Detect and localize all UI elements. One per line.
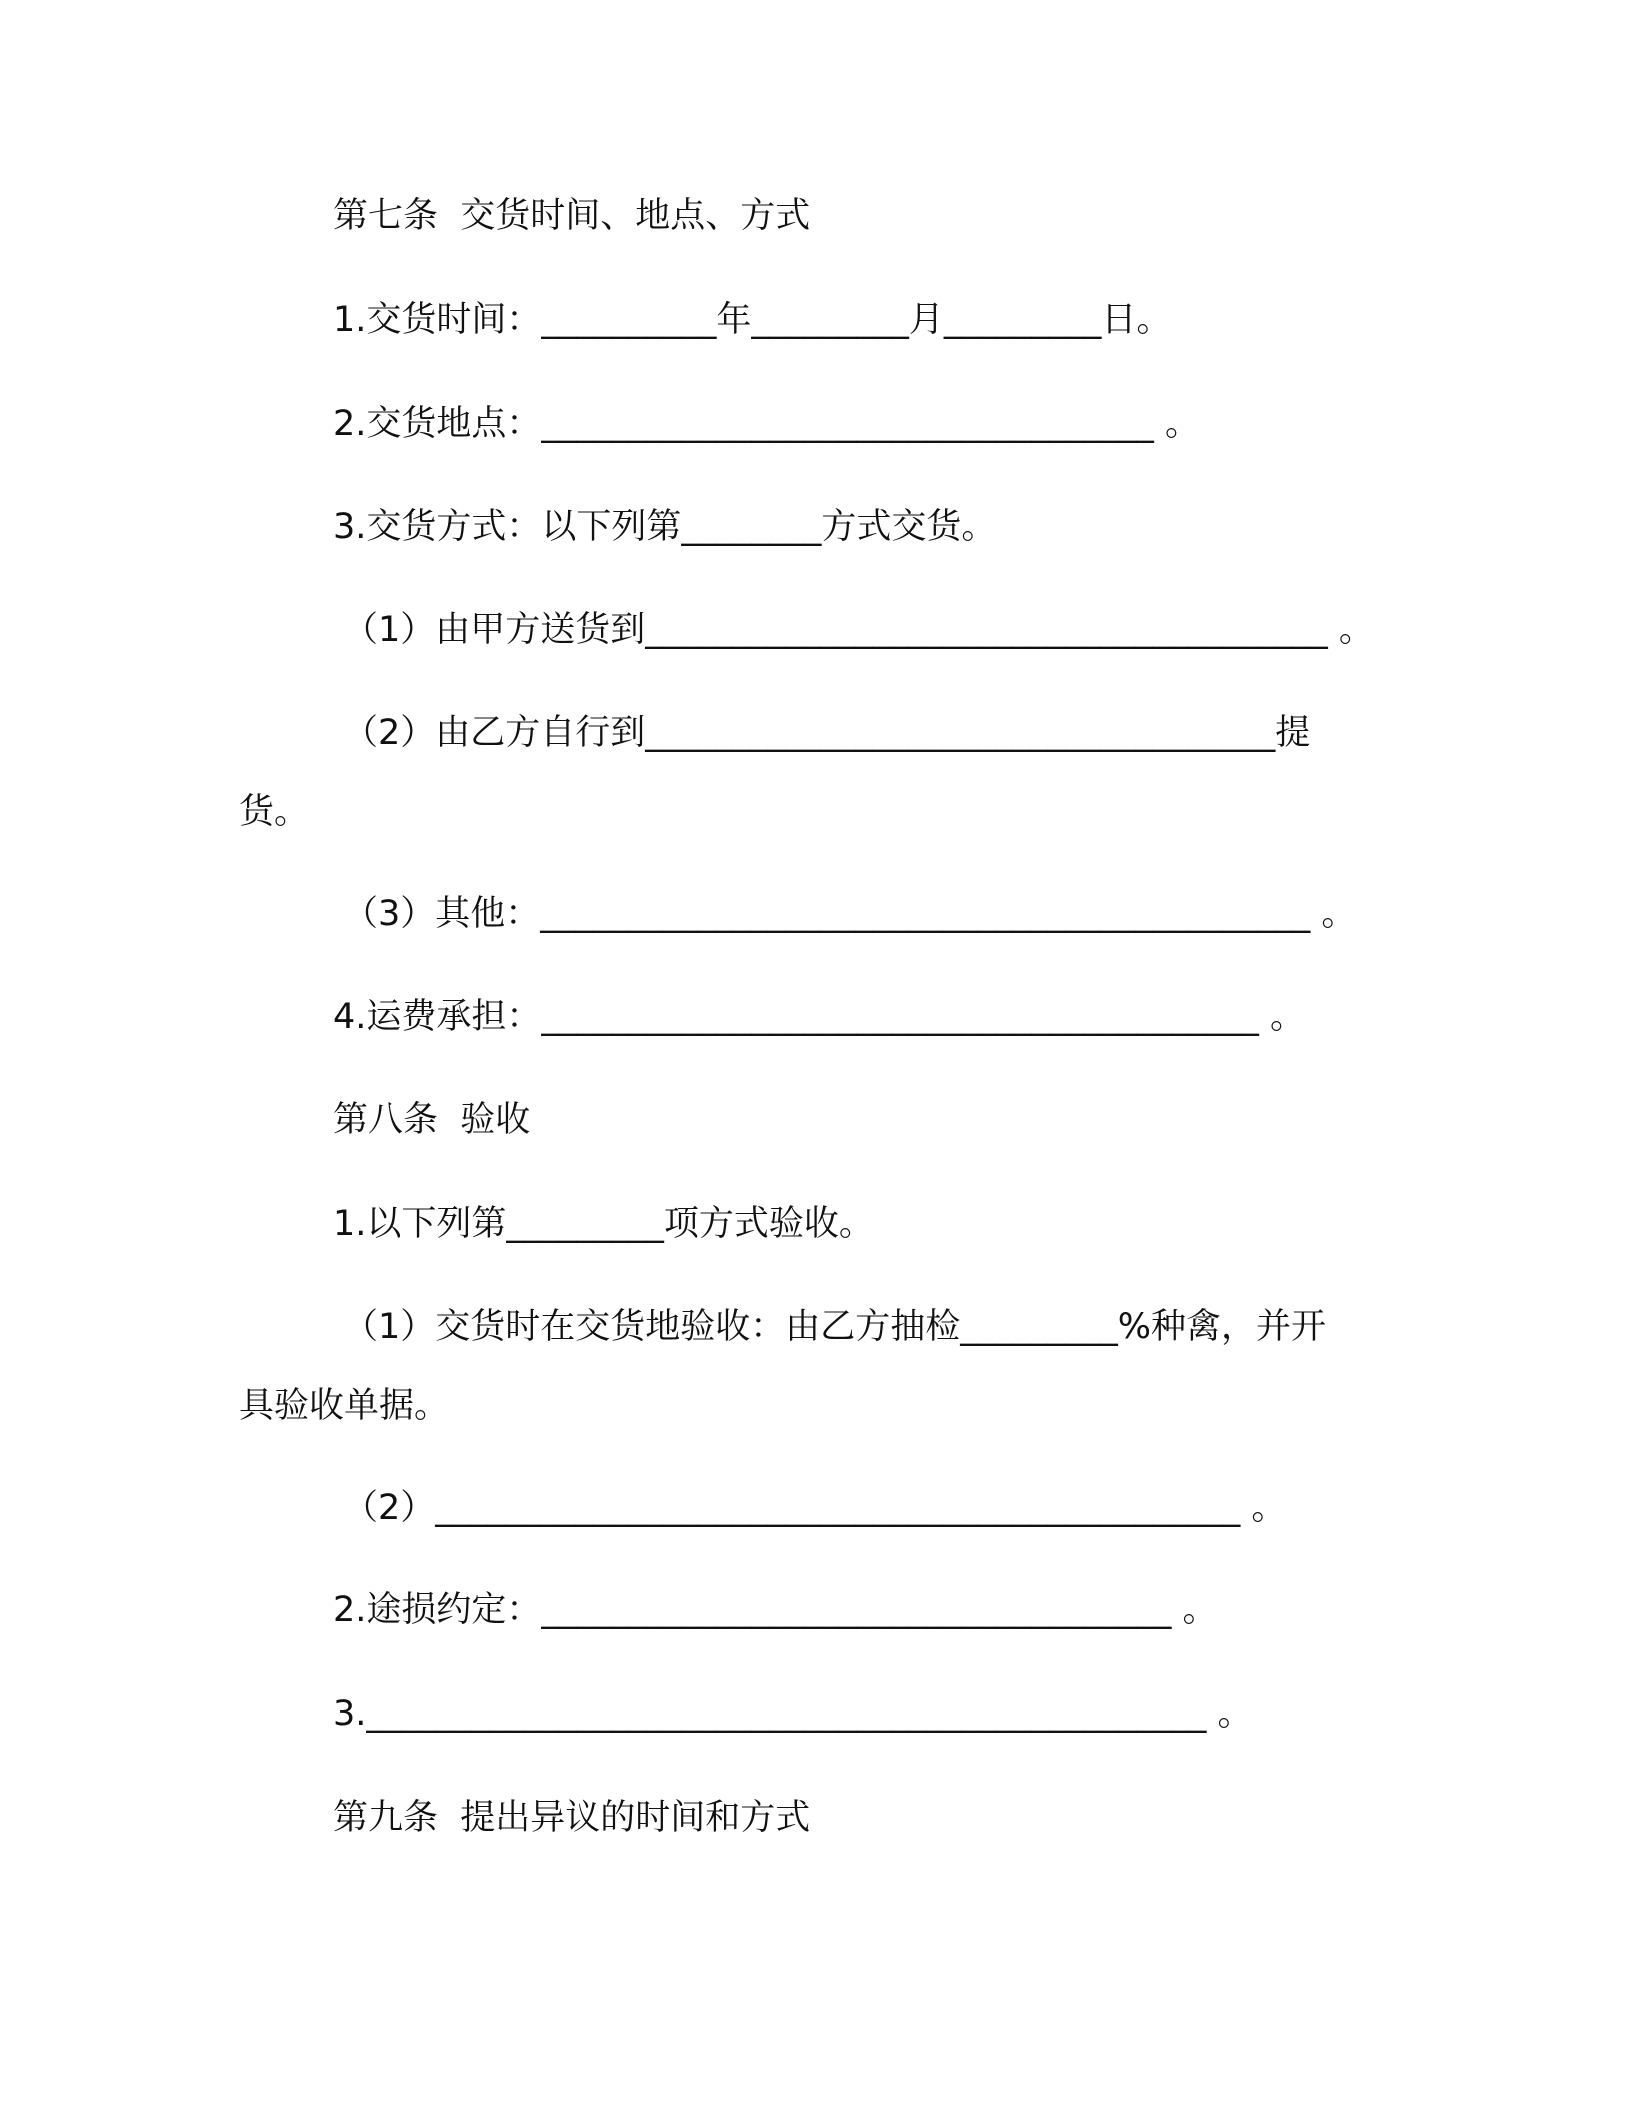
- article-9-heading: 第九条 提出异议的时间和方式: [333, 1798, 811, 1838]
- option-3-other: （3）其他：____________________________________________ 。: [343, 894, 1357, 934]
- freight-cost-line: 4.运费承担：_________________________________________ 。: [333, 997, 1306, 1037]
- option-2-continuation: 货。: [239, 792, 310, 832]
- inspection-option-1: （1）交货时在交货地验收：由乙方抽检_________%种禽，并开: [343, 1307, 1327, 1347]
- transit-loss-line: 2.途损约定：____________________________________ 。: [333, 1590, 1218, 1630]
- delivery-time-line: 1.交货时间：__________年_________月_________日。: [333, 300, 1172, 340]
- delivery-method-line: 3.交货方式：以下列第________方式交货。: [333, 507, 997, 547]
- delivery-place-line: 2.交货地点：___________________________________ 。: [333, 404, 1201, 444]
- article-8-heading: 第八条 验收: [333, 1100, 531, 1140]
- inspection-option-2: （2）______________________________________________ 。: [343, 1488, 1287, 1528]
- option-2-buyer-pickup: （2）由乙方自行到____________________________________提: [343, 713, 1311, 753]
- inspection-method-line: 1.以下列第_________项方式验收。: [333, 1204, 874, 1244]
- inspection-option-1-cont: 具验收单据。: [239, 1386, 450, 1426]
- option-1-seller-delivers: （1）由甲方送货到_______________________________________ 。: [343, 610, 1374, 650]
- inspection-item-3: 3.________________________________________________ 。: [333, 1694, 1253, 1734]
- article-7-heading: 第七条 交货时间、地点、方式: [333, 196, 811, 236]
